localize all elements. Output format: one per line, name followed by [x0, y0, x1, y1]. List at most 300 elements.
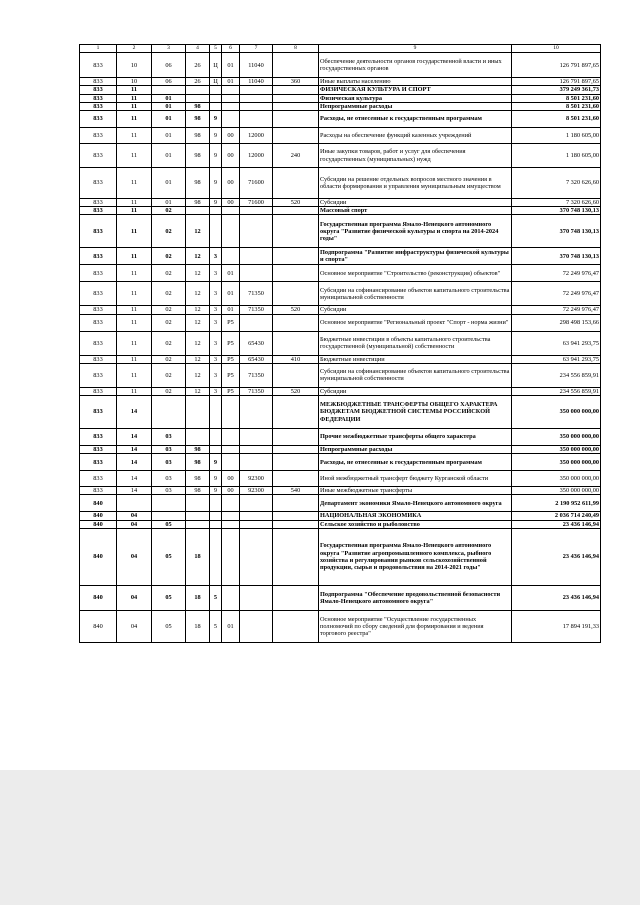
code-expense-type-cell [273, 86, 319, 94]
code-grbs-cell: 833 [80, 199, 117, 207]
code-subsection-cell: 02 [152, 207, 186, 215]
code-section-cell: 11 [117, 306, 152, 314]
code-subprogram-cell: 3 [210, 331, 222, 355]
amount-cell: 370 748 130,13 [512, 248, 601, 265]
code-grbs-cell: 833 [80, 215, 117, 248]
code-subprogram-cell: 9 [210, 168, 222, 199]
code-expense-type-cell: 520 [273, 387, 319, 395]
code-program-cell: 98 [186, 102, 210, 110]
code-direction-cell: 65430 [240, 355, 273, 363]
code-subprogram-cell: 9 [210, 471, 222, 487]
code-activity-cell: 00 [222, 471, 240, 487]
code-program-cell [186, 86, 210, 94]
expense-name-cell: Основное мероприятие "Региональный проект "Спорт - норма жизни" [319, 314, 512, 331]
code-grbs-cell: 833 [80, 446, 117, 454]
code-program-cell: 98 [186, 471, 210, 487]
amount-cell: 72 249 976,47 [512, 306, 601, 314]
amount-cell: 1 180 605,00 [512, 144, 601, 168]
code-expense-type-cell [273, 520, 319, 528]
code-subsection-cell: 02 [152, 306, 186, 314]
expense-name-cell: Подпрограмма "Обеспечение продовольственной безопасности Ямало-Ненецкого автономного округа" [319, 585, 512, 610]
code-direction-cell: 71350 [240, 363, 273, 387]
expense-name-cell: Основное мероприятие "Строительство (реконструкция) объектов" [319, 265, 512, 282]
amount-cell: 298 498 153,66 [512, 314, 601, 331]
code-section-cell: 11 [117, 215, 152, 248]
expense-name-cell: Сельское хозяйство и рыболовство [319, 520, 512, 528]
code-direction-cell [240, 248, 273, 265]
code-program-cell: 12 [186, 387, 210, 395]
code-subprogram-cell: 9 [210, 487, 222, 495]
code-direction-cell: 71350 [240, 282, 273, 306]
scan-background [0, 770, 640, 905]
code-grbs-cell: 840 [80, 585, 117, 610]
code-section-cell: 11 [117, 111, 152, 128]
code-subsection-cell: 05 [152, 610, 186, 642]
amount-cell: 72 249 976,47 [512, 265, 601, 282]
amount-cell: 350 000 000,00 [512, 396, 601, 429]
code-grbs-cell: 833 [80, 78, 117, 86]
code-expense-type-cell [273, 53, 319, 78]
code-subsection-cell: 05 [152, 520, 186, 528]
code-subsection-cell: 01 [152, 102, 186, 110]
expense-name-cell: Иные межбюджетные трансферты [319, 487, 512, 495]
code-grbs-cell: 833 [80, 168, 117, 199]
code-subprogram-cell: 9 [210, 144, 222, 168]
code-subprogram-cell: 9 [210, 199, 222, 207]
code-grbs-cell: 840 [80, 495, 117, 512]
expense-name-cell: Государственная программа Ямало-Ненецкого автономного округа "Развитие агропромышленного комплекса, рыбного хозяйства и регулирования рынков сельскохозяйственной продукции, сырья и продовольствия на 2014-2021 годы" [319, 528, 512, 585]
code-section-cell: 14 [117, 487, 152, 495]
table-row [80, 94, 601, 102]
code-subprogram-cell: Ц [210, 53, 222, 78]
code-program-cell: 12 [186, 265, 210, 282]
code-program-cell: 18 [186, 528, 210, 585]
code-subsection-cell [152, 495, 186, 512]
table-row [80, 355, 601, 363]
expense-name-cell: Бюджетные инвестиции в объекты капитального строительства государственной (муниципальной) собственности [319, 331, 512, 355]
code-grbs-cell: 833 [80, 471, 117, 487]
code-section-cell: 10 [117, 78, 152, 86]
column-number: 2 [117, 45, 152, 53]
code-subsection-cell: 02 [152, 355, 186, 363]
code-subprogram-cell: 3 [210, 355, 222, 363]
code-direction-cell [240, 585, 273, 610]
code-grbs-cell: 833 [80, 128, 117, 144]
code-program-cell: 98 [186, 144, 210, 168]
code-expense-type-cell [273, 471, 319, 487]
code-activity-cell [222, 111, 240, 128]
code-program-cell: 98 [186, 168, 210, 199]
amount-cell: 7 320 626,60 [512, 199, 601, 207]
table-row [80, 331, 601, 355]
code-grbs-cell: 833 [80, 86, 117, 94]
code-activity-cell: 00 [222, 168, 240, 199]
amount-cell: 350 000 000,00 [512, 454, 601, 471]
code-subsection-cell: 06 [152, 78, 186, 86]
table-row [80, 215, 601, 248]
code-activity-cell [222, 94, 240, 102]
code-grbs-cell: 833 [80, 102, 117, 110]
expense-name-cell: Иные выплаты населению [319, 78, 512, 86]
code-expense-type-cell: 520 [273, 199, 319, 207]
code-direction-cell: 92300 [240, 487, 273, 495]
code-direction-cell: 11040 [240, 53, 273, 78]
code-activity-cell: P5 [222, 314, 240, 331]
code-direction-cell [240, 610, 273, 642]
table-row [80, 387, 601, 395]
code-direction-cell: 71600 [240, 168, 273, 199]
code-expense-type-cell: 360 [273, 78, 319, 86]
expense-name-cell: Массовый спорт [319, 207, 512, 215]
expense-name-cell: Расходы, не отнесенные к государственным программам [319, 111, 512, 128]
code-expense-type-cell: 520 [273, 306, 319, 314]
code-activity-cell [222, 86, 240, 94]
code-direction-cell: 71350 [240, 306, 273, 314]
expense-name-cell: Расходы, не отнесенные к государственным программам [319, 454, 512, 471]
code-grbs-cell: 833 [80, 387, 117, 395]
code-subprogram-cell [210, 429, 222, 446]
code-activity-cell: 01 [222, 610, 240, 642]
code-section-cell: 11 [117, 363, 152, 387]
code-subprogram-cell [210, 396, 222, 429]
expense-name-cell: Субсидии [319, 306, 512, 314]
code-direction-cell [240, 265, 273, 282]
code-subsection-cell: 01 [152, 199, 186, 207]
code-section-cell: 11 [117, 144, 152, 168]
code-program-cell: 12 [186, 355, 210, 363]
code-expense-type-cell [273, 512, 319, 520]
code-section-cell: 11 [117, 207, 152, 215]
code-activity-cell [222, 528, 240, 585]
code-activity-cell: 00 [222, 487, 240, 495]
code-expense-type-cell [273, 248, 319, 265]
code-program-cell: 18 [186, 585, 210, 610]
column-number: 9 [319, 45, 512, 53]
code-program-cell [186, 512, 210, 520]
table-row [80, 306, 601, 314]
code-program-cell: 98 [186, 487, 210, 495]
code-subsection-cell: 01 [152, 168, 186, 199]
amount-cell: 17 894 191,33 [512, 610, 601, 642]
table-row [80, 487, 601, 495]
code-section-cell: 04 [117, 610, 152, 642]
code-subprogram-cell [210, 102, 222, 110]
amount-cell: 8 501 231,60 [512, 94, 601, 102]
table-row [80, 314, 601, 331]
table-row [80, 396, 601, 429]
code-expense-type-cell [273, 610, 319, 642]
code-subprogram-cell: 3 [210, 282, 222, 306]
table-row [80, 78, 601, 86]
column-number: 4 [186, 45, 210, 53]
code-subprogram-cell: 9 [210, 454, 222, 471]
code-program-cell: 12 [186, 248, 210, 265]
code-section-cell: 11 [117, 168, 152, 199]
code-subprogram-cell: 3 [210, 248, 222, 265]
table-row [80, 363, 601, 387]
expense-name-cell: Подпрограмма "Развитие инфраструктуры физической культуры и спорта" [319, 248, 512, 265]
code-section-cell [117, 495, 152, 512]
code-grbs-cell: 833 [80, 265, 117, 282]
amount-cell: 72 249 976,47 [512, 282, 601, 306]
expense-name-cell: Субсидии на софинансирование объектов капитального строительства муниципальной собственности [319, 282, 512, 306]
code-grbs-cell: 833 [80, 429, 117, 446]
code-expense-type-cell [273, 585, 319, 610]
code-expense-type-cell [273, 207, 319, 215]
code-direction-cell: 65430 [240, 331, 273, 355]
code-grbs-cell: 840 [80, 520, 117, 528]
code-grbs-cell: 833 [80, 355, 117, 363]
code-subsection-cell: 03 [152, 487, 186, 495]
code-expense-type-cell: 540 [273, 487, 319, 495]
code-direction-cell: 92300 [240, 471, 273, 487]
code-activity-cell: 00 [222, 128, 240, 144]
code-subsection-cell: 02 [152, 363, 186, 387]
code-subprogram-cell [210, 207, 222, 215]
code-expense-type-cell [273, 314, 319, 331]
code-direction-cell: 71600 [240, 199, 273, 207]
amount-cell: 23 436 146,94 [512, 585, 601, 610]
code-subprogram-cell: 9 [210, 128, 222, 144]
code-subsection-cell: 05 [152, 528, 186, 585]
code-section-cell: 04 [117, 528, 152, 585]
expense-name-cell: Расходы на обеспечение функций казенных учреждений [319, 128, 512, 144]
amount-cell: 350 000 000,00 [512, 446, 601, 454]
table-row [80, 282, 601, 306]
code-activity-cell: 01 [222, 282, 240, 306]
code-expense-type-cell [273, 265, 319, 282]
table-row [80, 520, 601, 528]
expense-name-cell: Государственная программа Ямало-Ненецкого автономного округа "Развитие физической культуры и спорта на 2014-2024 годы" [319, 215, 512, 248]
code-activity-cell: 01 [222, 53, 240, 78]
code-expense-type-cell [273, 363, 319, 387]
expense-name-cell: Бюджетные инвестиции [319, 355, 512, 363]
budget-table [79, 44, 601, 643]
amount-cell: 8 501 231,60 [512, 102, 601, 110]
code-direction-cell [240, 454, 273, 471]
code-section-cell: 14 [117, 396, 152, 429]
code-subsection-cell: 02 [152, 248, 186, 265]
expense-name-cell: Субсидии [319, 387, 512, 395]
code-direction-cell [240, 314, 273, 331]
code-activity-cell: P5 [222, 355, 240, 363]
amount-cell: 23 436 146,94 [512, 520, 601, 528]
code-grbs-cell: 833 [80, 282, 117, 306]
expense-name-cell: НАЦИОНАЛЬНАЯ ЭКОНОМИКА [319, 512, 512, 520]
column-number: 7 [240, 45, 273, 53]
code-grbs-cell: 833 [80, 454, 117, 471]
code-subprogram-cell: 3 [210, 265, 222, 282]
code-activity-cell [222, 207, 240, 215]
code-subsection-cell: 03 [152, 429, 186, 446]
expense-name-cell: Обеспечение деятельности органов государственной власти и иных государственных органов [319, 53, 512, 78]
column-number: 1 [80, 45, 117, 53]
code-direction-cell [240, 94, 273, 102]
code-direction-cell [240, 495, 273, 512]
code-activity-cell [222, 512, 240, 520]
code-expense-type-cell [273, 128, 319, 144]
code-grbs-cell: 840 [80, 528, 117, 585]
code-activity-cell [222, 454, 240, 471]
code-grbs-cell: 833 [80, 396, 117, 429]
code-subprogram-cell: 3 [210, 314, 222, 331]
code-section-cell: 11 [117, 248, 152, 265]
code-activity-cell: 01 [222, 265, 240, 282]
code-program-cell [186, 207, 210, 215]
column-number: 5 [210, 45, 222, 53]
code-subprogram-cell [210, 446, 222, 454]
code-direction-cell [240, 520, 273, 528]
amount-cell: 379 249 361,73 [512, 86, 601, 94]
code-program-cell: 98 [186, 199, 210, 207]
table-row [80, 53, 601, 78]
table-row [80, 199, 601, 207]
code-program-cell: 18 [186, 610, 210, 642]
code-subsection-cell [152, 86, 186, 94]
code-direction-cell: 11040 [240, 78, 273, 86]
expense-name-cell: Департамент экономики Ямало-Ненецкого автономного округа [319, 495, 512, 512]
code-activity-cell [222, 102, 240, 110]
column-number: 8 [273, 45, 319, 53]
code-expense-type-cell [273, 429, 319, 446]
table-row [80, 144, 601, 168]
amount-cell: 23 436 146,94 [512, 528, 601, 585]
amount-cell: 350 000 000,00 [512, 429, 601, 446]
code-expense-type-cell [273, 454, 319, 471]
code-direction-cell [240, 215, 273, 248]
code-grbs-cell: 833 [80, 248, 117, 265]
code-expense-type-cell [273, 331, 319, 355]
code-subprogram-cell [210, 215, 222, 248]
amount-cell: 126 791 897,65 [512, 78, 601, 86]
code-expense-type-cell [273, 111, 319, 128]
expense-name-cell: Иные закупки товаров, работ и услуг для обеспечения государственных (муниципальных) нужд [319, 144, 512, 168]
code-section-cell: 11 [117, 86, 152, 94]
code-section-cell: 14 [117, 471, 152, 487]
code-program-cell [186, 429, 210, 446]
code-subsection-cell: 02 [152, 215, 186, 248]
code-subprogram-cell: Ц [210, 78, 222, 86]
code-grbs-cell: 833 [80, 487, 117, 495]
amount-cell: 234 556 859,91 [512, 387, 601, 395]
code-subprogram-cell [210, 528, 222, 585]
code-program-cell [186, 520, 210, 528]
amount-cell: 350 000 000,00 [512, 471, 601, 487]
code-program-cell: 12 [186, 363, 210, 387]
code-direction-cell [240, 396, 273, 429]
code-direction-cell: 12000 [240, 144, 273, 168]
code-program-cell: 12 [186, 314, 210, 331]
code-grbs-cell: 833 [80, 207, 117, 215]
expense-name-cell: МЕЖБЮДЖЕТНЫЕ ТРАНСФЕРТЫ ОБЩЕГО ХАРАКТЕРА БЮДЖЕТАМ БЮДЖЕТНОЙ СИСТЕМЫ РОССИЙСКОЙ ФЕДЕРАЦИИ [319, 396, 512, 429]
code-subprogram-cell: 5 [210, 610, 222, 642]
column-number-row [80, 45, 601, 53]
code-section-cell: 04 [117, 585, 152, 610]
expense-name-cell: ФИЗИЧЕСКАЯ КУЛЬТУРА И СПОРТ [319, 86, 512, 94]
code-subsection-cell: 02 [152, 331, 186, 355]
code-subsection-cell: 02 [152, 282, 186, 306]
code-activity-cell: P5 [222, 363, 240, 387]
code-direction-cell [240, 207, 273, 215]
code-subprogram-cell [210, 512, 222, 520]
code-program-cell: 98 [186, 454, 210, 471]
code-program-cell [186, 94, 210, 102]
code-program-cell: 12 [186, 215, 210, 248]
code-program-cell [186, 495, 210, 512]
code-subsection-cell: 03 [152, 471, 186, 487]
code-direction-cell [240, 102, 273, 110]
code-expense-type-cell [273, 396, 319, 429]
code-subsection-cell: 06 [152, 53, 186, 78]
table-row [80, 102, 601, 110]
code-program-cell: 26 [186, 53, 210, 78]
code-activity-cell [222, 520, 240, 528]
code-program-cell: 12 [186, 306, 210, 314]
code-section-cell: 11 [117, 282, 152, 306]
table-row [80, 248, 601, 265]
expense-name-cell: Субсидии на решение отдельных вопросов местного значения в области формирования и управления муниципальным имуществом [319, 168, 512, 199]
code-activity-cell: P5 [222, 387, 240, 395]
amount-cell: 370 748 130,13 [512, 215, 601, 248]
expense-name-cell: Непрограммные расходы [319, 446, 512, 454]
code-direction-cell [240, 111, 273, 128]
table-row [80, 512, 601, 520]
code-direction-cell: 71350 [240, 387, 273, 395]
code-grbs-cell: 833 [80, 111, 117, 128]
code-subsection-cell: 02 [152, 314, 186, 331]
table-row [80, 429, 601, 446]
code-direction-cell [240, 86, 273, 94]
code-section-cell: 11 [117, 387, 152, 395]
code-activity-cell: P5 [222, 331, 240, 355]
code-program-cell [186, 396, 210, 429]
column-number: 10 [512, 45, 601, 53]
code-program-cell: 12 [186, 331, 210, 355]
table-row [80, 128, 601, 144]
code-direction-cell [240, 528, 273, 585]
code-activity-cell: 00 [222, 144, 240, 168]
expense-name-cell: Субсидии на софинансирование объектов капитального строительства муниципальной собственности [319, 363, 512, 387]
code-grbs-cell: 840 [80, 610, 117, 642]
code-direction-cell [240, 429, 273, 446]
code-expense-type-cell [273, 528, 319, 585]
code-section-cell: 14 [117, 429, 152, 446]
column-number: 6 [222, 45, 240, 53]
expense-name-cell: Иной межбюджетный трансферт бюджету Курганской области [319, 471, 512, 487]
code-section-cell: 11 [117, 128, 152, 144]
code-direction-cell: 12000 [240, 128, 273, 144]
table-row [80, 168, 601, 199]
expense-name-cell: Непрограммные расходы [319, 102, 512, 110]
code-activity-cell: 01 [222, 306, 240, 314]
code-program-cell: 26 [186, 78, 210, 86]
code-section-cell: 11 [117, 331, 152, 355]
code-grbs-cell: 833 [80, 306, 117, 314]
table-row [80, 471, 601, 487]
code-activity-cell: 01 [222, 78, 240, 86]
code-expense-type-cell: 410 [273, 355, 319, 363]
expense-name-cell: Физическая культура [319, 94, 512, 102]
code-subprogram-cell: 3 [210, 387, 222, 395]
amount-cell: 234 556 859,91 [512, 363, 601, 387]
amount-cell: 1 180 605,00 [512, 128, 601, 144]
code-subprogram-cell: 3 [210, 306, 222, 314]
code-activity-cell [222, 495, 240, 512]
code-activity-cell [222, 429, 240, 446]
code-subsection-cell: 02 [152, 265, 186, 282]
table-row [80, 585, 601, 610]
code-grbs-cell: 833 [80, 331, 117, 355]
